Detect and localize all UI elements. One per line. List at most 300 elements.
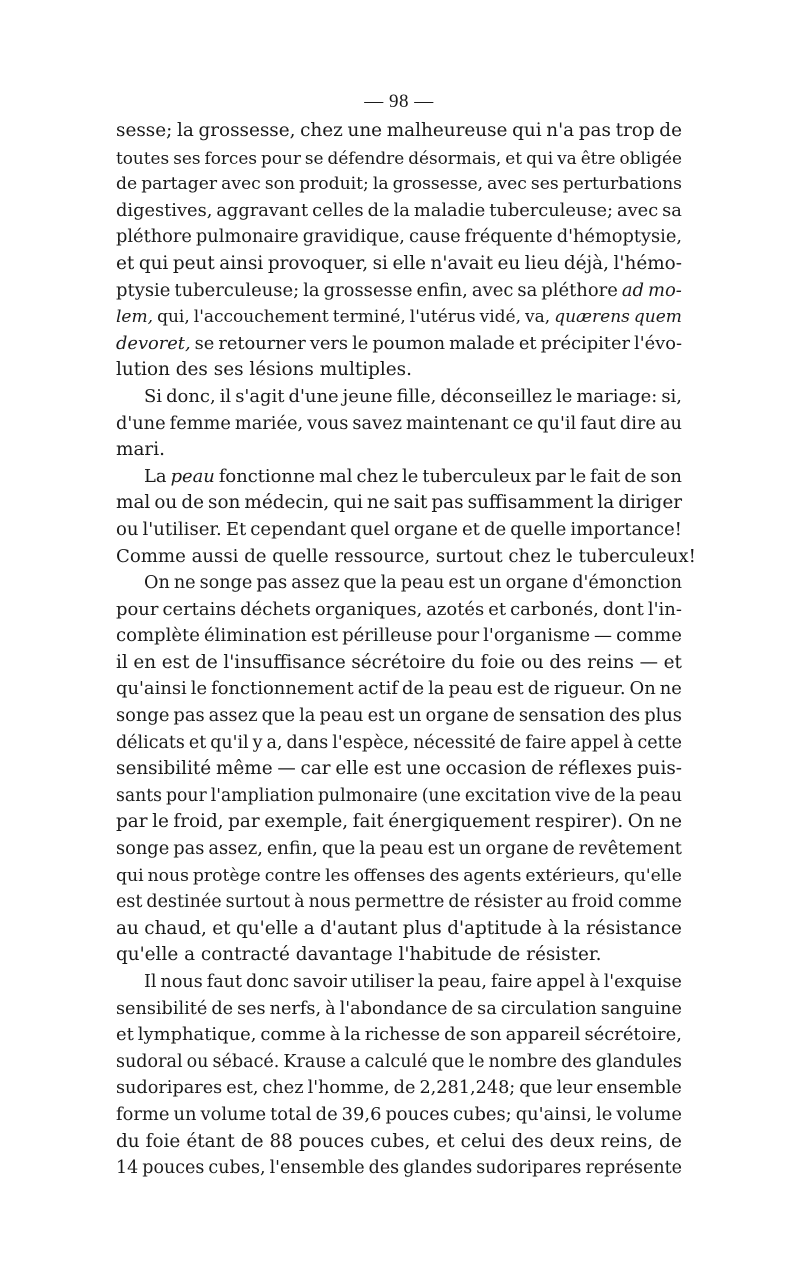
- word: volume: [200, 1103, 267, 1125]
- word: est: [496, 678, 524, 700]
- book-page: [116, 88, 696, 1182]
- word: des: [175, 359, 208, 381]
- word: savoir: [292, 972, 347, 992]
- word: calculé: [364, 1051, 428, 1072]
- word: et: [663, 651, 682, 673]
- text-line: [116, 836, 682, 863]
- word: organe: [425, 705, 489, 727]
- word: être: [580, 147, 616, 168]
- word: sudoripares: [116, 1078, 223, 1099]
- word: lésions: [249, 359, 314, 381]
- word: partager: [141, 174, 218, 195]
- word: et: [188, 732, 207, 753]
- word: de: [659, 120, 682, 141]
- word: actif: [357, 678, 399, 700]
- word: maladie: [413, 199, 486, 221]
- word: sudoripares: [476, 1158, 582, 1179]
- word: la: [619, 785, 636, 806]
- word: est: [373, 758, 402, 780]
- word: leur: [556, 1078, 593, 1099]
- word: de: [659, 1130, 682, 1152]
- word: protège: [192, 865, 261, 886]
- word: elle: [335, 758, 369, 780]
- word: malheureuse: [386, 120, 508, 141]
- word: appareil: [505, 1024, 581, 1046]
- word: davantage: [295, 944, 393, 966]
- word: complète: [116, 625, 200, 647]
- word: rigueur.: [553, 678, 626, 700]
- word: vers: [309, 332, 349, 354]
- word: de: [393, 1078, 416, 1099]
- text-line: [116, 570, 682, 597]
- text-line: [116, 198, 682, 225]
- word: pouces: [385, 1103, 449, 1125]
- word: ensemble: [596, 1078, 682, 1099]
- word: le: [468, 1051, 485, 1072]
- word: délicats: [116, 732, 185, 753]
- word: de: [315, 1103, 338, 1125]
- word: son: [650, 465, 682, 487]
- word: la: [563, 917, 581, 939]
- word: de: [451, 998, 474, 1019]
- word: forme: [116, 1103, 170, 1125]
- word: de: [402, 678, 425, 700]
- word: le: [352, 332, 369, 354]
- word: foie: [145, 1130, 181, 1152]
- text-line: [116, 224, 682, 251]
- text-line: [116, 118, 682, 145]
- word: enfin,: [416, 279, 468, 301]
- word: avec: [221, 174, 261, 195]
- word: terminé,: [332, 307, 406, 328]
- word: dont: [602, 598, 644, 620]
- word: quelle: [272, 545, 329, 567]
- text-line: [116, 544, 696, 571]
- text-line: [116, 942, 682, 969]
- word: l'exquise: [603, 972, 682, 992]
- word: Si: [144, 385, 163, 407]
- text-line: [116, 304, 682, 331]
- word: tuberculeux!: [578, 545, 696, 567]
- word: qu'il: [210, 732, 249, 753]
- word: pas: [173, 838, 205, 860]
- word: l'ampliation: [210, 785, 314, 806]
- word: ne: [366, 492, 390, 514]
- word: surtout: [435, 545, 503, 567]
- word: si,: [661, 385, 682, 407]
- word: sécrétoire,: [584, 1024, 682, 1046]
- word: à: [623, 732, 634, 753]
- word: est: [427, 838, 455, 860]
- word: de: [552, 838, 575, 860]
- word: contracté: [200, 944, 290, 966]
- word: des: [549, 651, 582, 673]
- word: de: [499, 732, 522, 753]
- word: celles: [312, 199, 364, 221]
- word: du: [451, 651, 475, 673]
- word: certains: [162, 598, 237, 620]
- word: l'ensemble: [269, 1158, 365, 1179]
- word: cubes,: [208, 1158, 266, 1179]
- word: ressource,: [334, 545, 431, 567]
- word: la: [380, 573, 397, 594]
- word: pour: [116, 598, 159, 620]
- word: ne: [659, 811, 682, 833]
- word: cubes;: [452, 1103, 512, 1125]
- word: nécessité: [413, 732, 496, 753]
- text-line: [116, 969, 682, 996]
- word: malade: [449, 332, 515, 354]
- word: réflexes: [558, 758, 633, 780]
- word: dans: [286, 732, 329, 753]
- word: quærens: [554, 307, 630, 328]
- word: de: [195, 651, 218, 673]
- word: aussi: [191, 545, 239, 567]
- word: nous: [147, 865, 189, 886]
- word: avec: [471, 279, 514, 301]
- word: ou: [116, 518, 139, 540]
- word: —: [277, 758, 296, 780]
- word: d'autant: [320, 917, 398, 939]
- text-line: [116, 1102, 682, 1129]
- word: de: [116, 174, 138, 195]
- word: si: [372, 252, 388, 274]
- word: sensibilité: [116, 758, 212, 780]
- word: cependant: [250, 518, 347, 540]
- word: et: [116, 252, 135, 274]
- word: aggravant: [216, 199, 309, 221]
- word: des: [609, 705, 641, 727]
- word: songe: [116, 705, 170, 727]
- word: elle: [392, 252, 426, 274]
- text-line: [116, 703, 682, 730]
- word: de: [240, 1130, 264, 1152]
- word: peau: [170, 465, 215, 487]
- word: l'espèce,: [332, 732, 410, 753]
- word: d'hémoptysie,: [556, 226, 682, 248]
- word: l'in-: [647, 598, 682, 620]
- word: On: [144, 573, 170, 594]
- word: désormais,: [408, 147, 502, 168]
- word: fille,: [396, 385, 437, 407]
- word: se: [304, 147, 324, 168]
- word: et: [461, 518, 480, 540]
- word: froid,: [173, 811, 224, 833]
- word: glandules: [595, 1051, 682, 1072]
- word: par: [116, 811, 148, 833]
- word: appel: [570, 732, 620, 753]
- word: son: [470, 1024, 502, 1046]
- word: tuberculeuse;: [174, 279, 300, 301]
- word: trop: [615, 120, 655, 141]
- word: ses: [530, 174, 559, 195]
- word: reins,: [600, 1130, 654, 1152]
- word: a,: [266, 732, 283, 753]
- word: —: [639, 651, 658, 673]
- word: qu'elle: [623, 865, 682, 886]
- word: un: [458, 838, 482, 860]
- word: vive: [555, 785, 591, 806]
- word: la: [597, 492, 615, 514]
- word: —: [594, 625, 613, 647]
- word: qu'ainsi,: [515, 1103, 593, 1125]
- word: qui: [138, 252, 169, 274]
- word: la: [417, 972, 434, 992]
- word: sa: [662, 199, 682, 221]
- word: et: [212, 917, 231, 939]
- word: grossesse,: [392, 174, 484, 195]
- text-line: [116, 623, 682, 650]
- word: dire: [619, 413, 656, 434]
- word: deux: [549, 1130, 595, 1152]
- text-line: [116, 331, 682, 358]
- word: peau: [379, 838, 424, 860]
- word: grossesse: [323, 279, 413, 301]
- word: le: [569, 465, 587, 487]
- word: organiques,: [314, 598, 423, 620]
- word: total: [270, 1103, 312, 1125]
- word: de: [483, 518, 507, 540]
- word: de: [181, 492, 204, 514]
- word: fonctionne: [218, 465, 316, 487]
- word: chez: [356, 465, 399, 487]
- word: exemple,: [264, 811, 349, 833]
- word: son: [208, 492, 241, 514]
- word: ainsi: [219, 252, 264, 274]
- word: pas: [256, 573, 288, 594]
- word: donc: [246, 972, 289, 992]
- word: le: [556, 545, 573, 567]
- word: à: [547, 917, 559, 939]
- word: nombre: [488, 1051, 558, 1072]
- text-line: [116, 730, 682, 757]
- word: nous: [308, 892, 351, 913]
- word: a: [184, 944, 196, 966]
- word: résistance: [586, 917, 682, 939]
- word: fait: [352, 811, 384, 833]
- word: pléthore: [116, 226, 192, 248]
- word: faut: [580, 413, 616, 434]
- word: assez,: [208, 838, 263, 860]
- word: pour: [436, 625, 480, 647]
- word: qu'elle: [236, 917, 299, 939]
- word: mariage:: [576, 385, 658, 407]
- word: des: [368, 1158, 400, 1179]
- word: des: [561, 1051, 592, 1072]
- word: des: [511, 1130, 544, 1152]
- word: et: [116, 1024, 134, 1046]
- word: ou: [520, 651, 544, 673]
- word: il: [219, 385, 232, 407]
- word: surtout: [225, 892, 291, 913]
- word: va,: [525, 307, 551, 328]
- word: étant: [186, 1130, 235, 1152]
- word: carbonés,: [510, 598, 599, 620]
- word: lution: [116, 359, 170, 381]
- word: ou: [154, 492, 178, 514]
- word: sensation: [518, 705, 606, 727]
- word: assez: [291, 573, 340, 594]
- word: appel: [536, 972, 586, 992]
- word: Comme: [116, 545, 186, 567]
- text-line: [116, 384, 682, 411]
- word: la: [344, 1024, 361, 1046]
- word: au: [546, 892, 568, 913]
- text-line: [116, 437, 682, 464]
- word: offenses: [353, 865, 426, 886]
- word: pulmonaire: [317, 785, 418, 806]
- text-line: [116, 171, 682, 198]
- word: est: [116, 892, 143, 913]
- word: maintenant: [405, 413, 509, 434]
- word: précipiter: [540, 332, 631, 354]
- word: que: [431, 1051, 465, 1072]
- word: une: [347, 120, 383, 141]
- word: ptysie: [116, 279, 171, 301]
- text-line: [116, 1129, 682, 1156]
- word: le: [556, 385, 573, 407]
- word: car: [300, 758, 331, 780]
- word: un: [173, 1103, 197, 1125]
- word: songe: [116, 838, 170, 860]
- word: résister: [473, 892, 543, 913]
- word: ou: [186, 1051, 209, 1072]
- word: produit;: [299, 174, 369, 195]
- word: Et: [225, 518, 247, 540]
- word: en: [133, 651, 157, 673]
- word: la: [359, 838, 376, 860]
- word: puis-: [636, 758, 682, 780]
- word: comme: [617, 892, 682, 913]
- word: femme: [169, 413, 231, 434]
- word: des: [429, 865, 460, 886]
- text-line: [116, 517, 682, 544]
- word: digestives,: [116, 199, 213, 221]
- word: chez: [300, 120, 343, 141]
- word: celui: [460, 1130, 506, 1152]
- word: qui: [116, 865, 144, 886]
- word: pour: [166, 785, 207, 806]
- word: le: [596, 1103, 613, 1125]
- word: médecin,: [244, 492, 330, 514]
- word: tuberculeuse;: [489, 199, 614, 221]
- word: la: [176, 120, 194, 141]
- word: pour: [261, 147, 301, 168]
- word: donc,: [166, 385, 216, 407]
- word: au: [659, 413, 682, 434]
- word: qui,: [157, 307, 190, 328]
- text-line: [116, 889, 682, 916]
- word: s'agit: [235, 385, 285, 407]
- word: les: [325, 865, 350, 886]
- word: défendre: [327, 147, 405, 168]
- word: jeune: [342, 385, 393, 407]
- word: que: [519, 1078, 553, 1099]
- word: périlleuse: [342, 625, 433, 647]
- word: reins: [587, 651, 634, 673]
- word: d'aptitude: [447, 917, 542, 939]
- text-line: [116, 1022, 682, 1049]
- word: cette: [637, 732, 682, 753]
- word: permettre: [354, 892, 445, 913]
- word: de: [527, 678, 550, 700]
- word: représente: [585, 1158, 682, 1179]
- page-number: — 98 —: [364, 91, 434, 112]
- word: quem: [633, 307, 682, 328]
- word: contre: [264, 865, 322, 886]
- word: songe: [199, 573, 253, 594]
- word: enfin,: [266, 838, 318, 860]
- text-line: [116, 411, 682, 438]
- word: savez: [352, 413, 402, 434]
- word: fréquente: [464, 226, 553, 248]
- word: excitation: [464, 785, 552, 806]
- word: que: [261, 705, 296, 727]
- word: sa: [477, 998, 497, 1019]
- word: se: [194, 332, 215, 354]
- word: glandes: [403, 1158, 473, 1179]
- word: grossesse,: [198, 120, 296, 141]
- word: volume: [616, 1103, 682, 1125]
- word: l'accouchement: [193, 307, 329, 328]
- word: de: [444, 1024, 467, 1046]
- word: et: [436, 1130, 455, 1152]
- word: chaud,: [144, 917, 207, 939]
- word: l'habitude: [398, 944, 492, 966]
- word: Krause: [283, 1051, 347, 1072]
- word: obligée: [619, 147, 682, 168]
- word: que: [343, 573, 377, 594]
- word: est: [448, 573, 475, 594]
- word: lem,: [116, 307, 154, 328]
- word: organe: [485, 838, 549, 860]
- word: d'une: [116, 413, 166, 434]
- text-line: [116, 464, 682, 491]
- word: assez: [208, 705, 258, 727]
- word: Il: [144, 972, 157, 992]
- word: énergiquement: [388, 811, 531, 833]
- word: a: [350, 1051, 361, 1072]
- text-line: [116, 1075, 682, 1102]
- word: vous: [307, 413, 349, 434]
- word: au: [116, 917, 139, 939]
- word: pléthore: [541, 279, 618, 301]
- word: On: [629, 678, 656, 700]
- word: est: [367, 705, 395, 727]
- word: mal: [116, 492, 151, 514]
- text-line: [116, 809, 682, 836]
- word: quel: [350, 518, 390, 540]
- word: peau: [319, 705, 364, 727]
- word: ses: [173, 147, 201, 168]
- word: sécrétoire: [351, 651, 446, 673]
- word: à: [329, 1024, 341, 1046]
- word: provoquer,: [267, 252, 369, 274]
- word: que: [321, 838, 356, 860]
- word: pouces: [142, 1158, 205, 1179]
- word: déchets: [240, 598, 311, 620]
- word: ne: [659, 678, 682, 700]
- word: cubes,: [370, 1130, 431, 1152]
- word: qu'il: [537, 413, 577, 434]
- word: 39,6: [341, 1103, 382, 1125]
- word: cause: [408, 226, 461, 248]
- word: ses: [237, 998, 266, 1019]
- word: quelle: [510, 518, 567, 540]
- word: peau: [639, 785, 682, 806]
- word: avec: [617, 199, 659, 221]
- word: élimination: [203, 625, 307, 647]
